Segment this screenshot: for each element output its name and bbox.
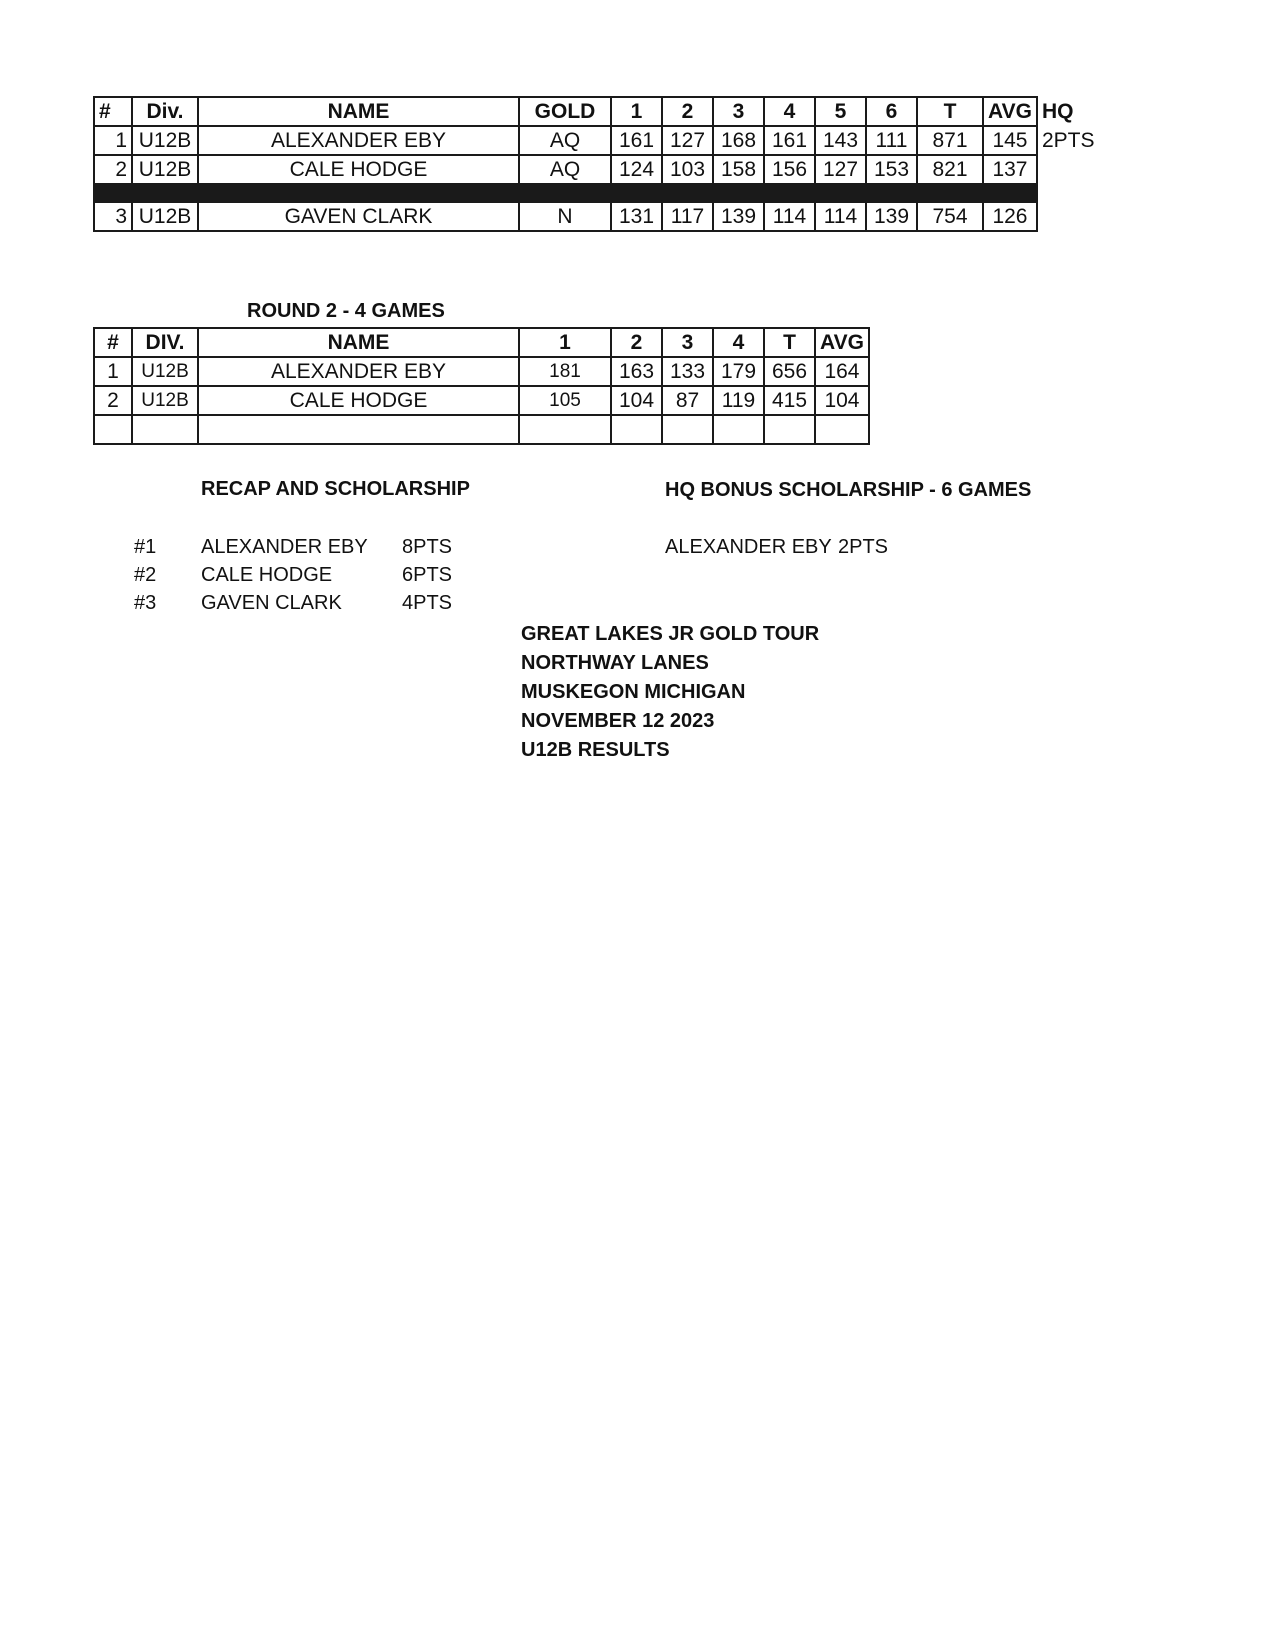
cell-hq: 2PTS (1041, 128, 1095, 152)
empty-cell (815, 415, 869, 444)
header-game-2: 2 (662, 97, 713, 126)
cell-div: U12B (132, 386, 198, 415)
header-avg: AVG (815, 328, 869, 357)
empty-cell (611, 415, 662, 444)
cell-game-3: 139 (713, 202, 764, 231)
cell-total: 415 (764, 386, 815, 415)
cell-total: 821 (917, 155, 983, 184)
cell-avg: 164 (815, 357, 869, 386)
cell-div: U12B (132, 357, 198, 386)
cell-game-3: 168 (713, 126, 764, 155)
cell-hq (1037, 155, 1100, 184)
cell-div: U12B (132, 126, 198, 155)
event-venue: NORTHWAY LANES (521, 652, 709, 674)
cell-div: U12B (132, 155, 198, 184)
cell-game-4: 161 (764, 126, 815, 155)
recap-title: RECAP AND SCHOLARSHIP (201, 478, 470, 500)
cell-avg: 104 (815, 386, 869, 415)
cell-game-2: 117 (662, 202, 713, 231)
empty-cell (94, 415, 132, 444)
cell-game-3: 133 (662, 357, 713, 386)
cut-line-hq-blank (1037, 184, 1100, 202)
cell-rank: 1 (94, 357, 132, 386)
header-gold: GOLD (519, 97, 611, 126)
cell-name: CALE HODGE (198, 155, 519, 184)
cell-total: 754 (917, 202, 983, 231)
recap-rank: #3 (134, 592, 157, 614)
cell-game-6: 111 (866, 126, 917, 155)
cell-game-2: 163 (611, 357, 662, 386)
cell-name: ALEXANDER EBY (198, 126, 519, 155)
header-game-1: 1 (519, 328, 611, 357)
cell-game-1: 181 (519, 357, 611, 386)
empty-cell (519, 415, 611, 444)
round2-title: ROUND 2 - 4 GAMES (247, 300, 445, 322)
header-game-3: 3 (713, 97, 764, 126)
recap-rank: #2 (134, 564, 157, 586)
table-row-empty (94, 415, 869, 444)
cell-gold: AQ (519, 126, 611, 155)
cell-gold: AQ (519, 155, 611, 184)
header-game-3: 3 (662, 328, 713, 357)
cell-rank: 3 (94, 202, 132, 231)
hq-bonus-pts: 2PTS (838, 536, 889, 558)
event-location: MUSKEGON MICHIGAN (521, 681, 746, 703)
event-tour-name: GREAT LAKES JR GOLD TOUR (521, 623, 820, 645)
cell-avg: 137 (983, 155, 1037, 184)
event-info (521, 620, 819, 765)
header-game-6: 6 (866, 97, 917, 126)
cell-game-4: 114 (764, 202, 815, 231)
cell-game-1: 124 (611, 155, 662, 184)
cell-game-1: 161 (611, 126, 662, 155)
cell-hq (1037, 202, 1100, 231)
cut-line-separator (94, 184, 1099, 202)
empty-cell (198, 415, 519, 444)
cell-gold: N (519, 202, 611, 231)
recap-pts: 4PTS (402, 592, 453, 614)
header-total: T (764, 328, 815, 357)
header-hq: HQ (1041, 99, 1074, 123)
cell-game-5: 127 (815, 155, 866, 184)
header-div: DIV. (132, 328, 198, 357)
table-row (94, 386, 869, 415)
round2-header-row (94, 328, 869, 357)
cut-line-bar (94, 184, 1037, 202)
cell-game-2: 127 (662, 126, 713, 155)
header-game-1: 1 (611, 97, 662, 126)
cell-game-4: 179 (713, 357, 764, 386)
recap-rank: #1 (134, 536, 157, 558)
cell-name: CALE HODGE (198, 386, 519, 415)
cell-div: U12B (132, 202, 198, 231)
recap-pts: 6PTS (402, 564, 453, 586)
empty-cell (132, 415, 198, 444)
header-rank: # (94, 328, 132, 357)
header-div: Div. (132, 97, 198, 126)
cell-game-5: 114 (815, 202, 866, 231)
round1-header-row (94, 97, 1099, 126)
header-total: T (917, 97, 983, 126)
round2-table (93, 327, 870, 445)
recap-name: CALE HODGE (201, 564, 333, 586)
cell-rank: 1 (94, 126, 132, 155)
empty-cell (764, 415, 815, 444)
cell-game-3: 87 (662, 386, 713, 415)
cell-total: 871 (917, 126, 983, 155)
recap-name: GAVEN CLARK (201, 592, 342, 614)
empty-cell (713, 415, 764, 444)
cell-avg: 145 (983, 126, 1037, 155)
empty-cell (662, 415, 713, 444)
recap-name: ALEXANDER EBY (201, 536, 368, 558)
header-avg: AVG (983, 97, 1037, 126)
header-rank: # (94, 97, 132, 126)
cell-rank: 2 (94, 155, 132, 184)
cell-game-5: 143 (815, 126, 866, 155)
header-name: NAME (198, 97, 519, 126)
table-row (94, 357, 869, 386)
cell-game-1: 105 (519, 386, 611, 415)
header-game-5: 5 (815, 97, 866, 126)
cell-game-6: 139 (866, 202, 917, 231)
event-date: NOVEMBER 12 2023 (521, 710, 715, 732)
cell-game-2: 103 (662, 155, 713, 184)
cell-name: GAVEN CLARK (198, 202, 519, 231)
cell-game-1: 131 (611, 202, 662, 231)
header-game-4: 4 (764, 97, 815, 126)
cell-game-4: 156 (764, 155, 815, 184)
table-row (94, 155, 1099, 184)
table-row (94, 202, 1099, 231)
cell-avg: 126 (983, 202, 1037, 231)
hq-bonus-title: HQ BONUS SCHOLARSHIP - 6 GAMES (665, 479, 1032, 501)
round1-table (93, 96, 1100, 232)
cell-rank: 2 (94, 386, 132, 415)
recap-pts: 8PTS (402, 536, 453, 558)
hq-bonus-name: ALEXANDER EBY (665, 536, 832, 558)
cell-total: 656 (764, 357, 815, 386)
cell-game-4: 119 (713, 386, 764, 415)
cell-name: ALEXANDER EBY (198, 357, 519, 386)
header-game-4: 4 (713, 328, 764, 357)
table-row (94, 126, 1099, 155)
event-division-results: U12B RESULTS (521, 739, 670, 761)
cell-game-3: 158 (713, 155, 764, 184)
header-game-2: 2 (611, 328, 662, 357)
cell-game-6: 153 (866, 155, 917, 184)
header-name: NAME (198, 328, 519, 357)
cell-game-2: 104 (611, 386, 662, 415)
